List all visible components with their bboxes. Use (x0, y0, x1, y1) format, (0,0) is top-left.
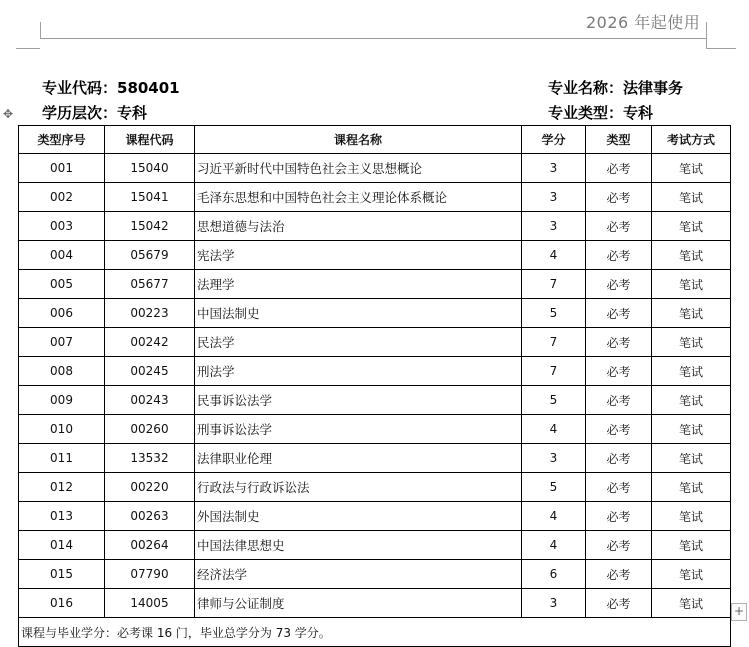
cell-credit: 3 (522, 589, 586, 618)
plus-icon[interactable]: + (731, 603, 747, 621)
cell-type: 必考 (586, 589, 652, 618)
cell-exam: 笔试 (652, 502, 731, 531)
cell-credit: 4 (522, 502, 586, 531)
cell-seq: 013 (19, 502, 105, 531)
cell-name: 法律职业伦理 (195, 444, 522, 473)
cell-code: 00245 (105, 357, 195, 386)
cell-code: 15040 (105, 154, 195, 183)
cell-credit: 3 (522, 183, 586, 212)
education-level: 学历层次：专科 (42, 104, 148, 122)
table-row (19, 502, 731, 531)
cell-seq: 010 (19, 415, 105, 444)
cell-seq: 008 (19, 357, 105, 386)
cell-exam: 笔试 (652, 444, 731, 473)
table-footer-row (19, 618, 731, 647)
table-row (19, 444, 731, 473)
cell-code: 00243 (105, 386, 195, 415)
cell-code: 13532 (105, 444, 195, 473)
cell-name: 习近平新时代中国特色社会主义思想概论 (195, 154, 522, 183)
table-row (19, 473, 731, 502)
crop-mark-left-v (40, 22, 41, 39)
cell-seq: 001 (19, 154, 105, 183)
cell-code: 00223 (105, 299, 195, 328)
crop-mark-right-v (706, 22, 707, 48)
cell-credit: 7 (522, 328, 586, 357)
cell-type: 必考 (586, 299, 652, 328)
cell-type: 必考 (586, 328, 652, 357)
cell-type: 必考 (586, 357, 652, 386)
course-table (18, 125, 731, 647)
cell-seq: 011 (19, 444, 105, 473)
cell-name: 民法学 (195, 328, 522, 357)
cell-exam: 笔试 (652, 328, 731, 357)
cell-type: 必考 (586, 473, 652, 502)
cell-seq: 014 (19, 531, 105, 560)
cell-seq: 007 (19, 328, 105, 357)
cell-name: 中国法制史 (195, 299, 522, 328)
cell-name: 法理学 (195, 270, 522, 299)
cell-exam: 笔试 (652, 386, 731, 415)
cell-code: 07790 (105, 560, 195, 589)
cell-credit: 7 (522, 357, 586, 386)
cell-credit: 4 (522, 531, 586, 560)
cell-exam: 笔试 (652, 154, 731, 183)
table-row (19, 589, 731, 618)
cell-name: 宪法学 (195, 241, 522, 270)
cell-type: 必考 (586, 560, 652, 589)
cell-exam: 笔试 (652, 473, 731, 502)
header-rule (40, 38, 706, 39)
table-row (19, 270, 731, 299)
table-header-row (19, 126, 731, 154)
cell-code: 15042 (105, 212, 195, 241)
cell-seq: 012 (19, 473, 105, 502)
cell-exam: 笔试 (652, 270, 731, 299)
cell-type: 必考 (586, 212, 652, 241)
cell-code: 14005 (105, 589, 195, 618)
table-row (19, 415, 731, 444)
cell-code: 05679 (105, 241, 195, 270)
cell-name: 思想道德与法治 (195, 212, 522, 241)
column-header: 课程名称 (195, 126, 522, 154)
major-name: 专业名称：法律事务 (548, 79, 684, 97)
table-row (19, 386, 731, 415)
cell-name: 经济法学 (195, 560, 522, 589)
cell-exam: 笔试 (652, 299, 731, 328)
cell-credit: 6 (522, 560, 586, 589)
credit-summary: 课程与毕业学分：必考课 16 门，毕业总学分为 73 学分。 (19, 618, 731, 647)
table-row (19, 154, 731, 183)
cell-exam: 笔试 (652, 183, 731, 212)
crop-mark-right-h (706, 48, 736, 49)
crop-mark-left-h (16, 48, 40, 49)
column-header: 类型 (586, 126, 652, 154)
cell-seq: 015 (19, 560, 105, 589)
cell-seq: 005 (19, 270, 105, 299)
table-row (19, 328, 731, 357)
column-header: 课程代码 (105, 126, 195, 154)
cell-exam: 笔试 (652, 212, 731, 241)
cell-credit: 3 (522, 154, 586, 183)
cell-exam: 笔试 (652, 241, 731, 270)
cell-type: 必考 (586, 444, 652, 473)
cell-type: 必考 (586, 241, 652, 270)
cell-name: 行政法与行政诉讼法 (195, 473, 522, 502)
table-row (19, 299, 731, 328)
cell-credit: 4 (522, 241, 586, 270)
cell-type: 必考 (586, 386, 652, 415)
column-header: 学分 (522, 126, 586, 154)
cell-name: 律师与公证制度 (195, 589, 522, 618)
cell-credit: 3 (522, 212, 586, 241)
cell-credit: 5 (522, 473, 586, 502)
cell-code: 00264 (105, 531, 195, 560)
cell-code: 05677 (105, 270, 195, 299)
cell-exam: 笔试 (652, 589, 731, 618)
cell-code: 00220 (105, 473, 195, 502)
cell-code: 15041 (105, 183, 195, 212)
cell-name: 外国法制史 (195, 502, 522, 531)
cell-type: 必考 (586, 270, 652, 299)
cell-name: 刑法学 (195, 357, 522, 386)
cell-type: 必考 (586, 183, 652, 212)
cell-exam: 笔试 (652, 357, 731, 386)
move-handle-icon[interactable]: ✥ (2, 107, 14, 121)
cell-credit: 4 (522, 415, 586, 444)
table-row (19, 212, 731, 241)
cell-seq: 004 (19, 241, 105, 270)
cell-type: 必考 (586, 502, 652, 531)
cell-exam: 笔试 (652, 560, 731, 589)
cell-name: 刑事诉讼法学 (195, 415, 522, 444)
cell-credit: 7 (522, 270, 586, 299)
table-row (19, 241, 731, 270)
table-row (19, 560, 731, 589)
table-row (19, 183, 731, 212)
cell-name: 毛泽东思想和中国特色社会主义理论体系概论 (195, 183, 522, 212)
cell-type: 必考 (586, 415, 652, 444)
major-code: 专业代码：580401 (42, 79, 180, 97)
cell-credit: 3 (522, 444, 586, 473)
table-row (19, 357, 731, 386)
cell-exam: 笔试 (652, 531, 731, 560)
cell-seq: 006 (19, 299, 105, 328)
cell-exam: 笔试 (652, 415, 731, 444)
major-type: 专业类型：专科 (548, 104, 654, 122)
cell-code: 00263 (105, 502, 195, 531)
cell-type: 必考 (586, 531, 652, 560)
page-header-text: 2026 年起使用 (586, 13, 701, 32)
column-header: 类型序号 (19, 126, 105, 154)
column-header: 考试方式 (652, 126, 731, 154)
cell-credit: 5 (522, 299, 586, 328)
cell-type: 必考 (586, 154, 652, 183)
cell-seq: 016 (19, 589, 105, 618)
cell-name: 中国法律思想史 (195, 531, 522, 560)
cell-code: 00260 (105, 415, 195, 444)
cell-code: 00242 (105, 328, 195, 357)
cell-credit: 5 (522, 386, 586, 415)
table-row (19, 531, 731, 560)
cell-seq: 003 (19, 212, 105, 241)
cell-seq: 009 (19, 386, 105, 415)
cell-name: 民事诉讼法学 (195, 386, 522, 415)
cell-seq: 002 (19, 183, 105, 212)
